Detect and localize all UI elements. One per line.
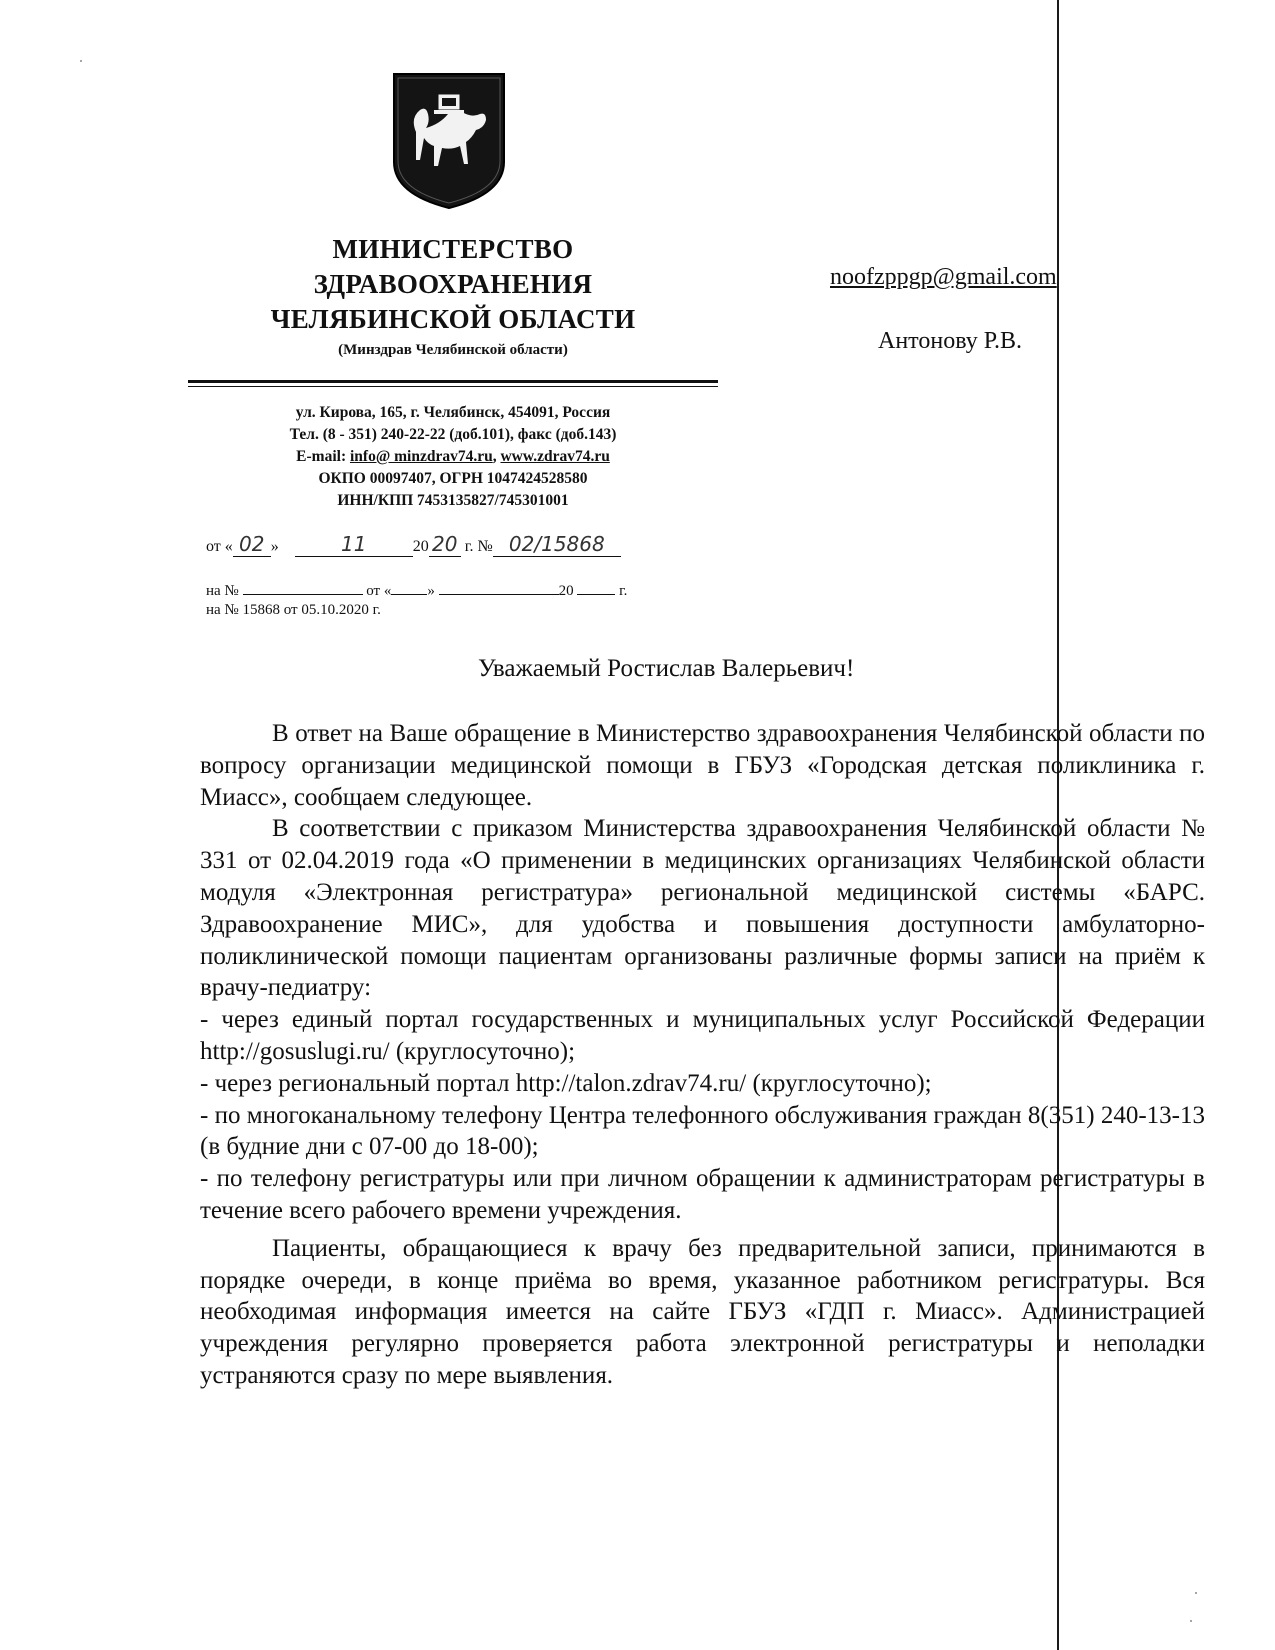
date-day-handwritten: 02 — [233, 532, 271, 557]
scan-speck — [1195, 1592, 1197, 1594]
date-year-prefix: 20 — [412, 538, 429, 555]
reference-no-label: на № — [206, 583, 239, 599]
reference-year-blank — [577, 582, 615, 595]
email-prefix: E-mail: — [296, 448, 350, 465]
reference-line: на № 15868 от 05.10.2020 г. — [206, 602, 381, 618]
date-year-handwritten: 20 — [429, 532, 461, 557]
list-item: - через региональный портал http://talon.zdrav74.ru/ (круглосуточно); — [200, 1069, 932, 1097]
recipient-name: Антонову Р.В. — [878, 328, 1023, 354]
reference-close-quote: » — [427, 583, 435, 599]
coat-of-arms-icon — [390, 70, 508, 210]
reference-date-label: от « — [366, 583, 392, 599]
scan-speck — [80, 60, 82, 62]
ministry-title-line: МИНИСТЕРСТВО — [332, 234, 574, 264]
phone-line: Тел. (8 - 351) 240-22-22 (доб.101), факс (доб.143) — [289, 426, 617, 443]
email-separator: , — [492, 448, 501, 465]
address-line: ул. Кирова, 165, г. Челябинск, 454091, Россия — [295, 404, 611, 421]
ministry-contacts — [188, 402, 718, 512]
reference-number-blank — [243, 582, 363, 595]
recipient-email-link[interactable]: noofzppgp@gmail.com — [830, 264, 1057, 290]
header-divider-thick — [188, 380, 718, 383]
paragraph-walk-in: Пациенты, обращающиеся к врачу без предварительной записи, принимаются в порядке очереди, в конце приёма во время, указанное работником регистратуры. Вся необходимая информация имеется на сайте ГБУЗ «ГДП г. Миасс». Администрацией учреждения регулярно проверяется работа электронной регистратуры и неполадки устраняются сразу по мере выявления. — [200, 1234, 1205, 1389]
paragraph-intro: В ответ на Ваше обращение в Министерство здравоохранения Челябинской области по вопросу организации медицинской помощи в ГБУЗ «Городская детская поликлиника г. Миасс», сообщаем следующее. — [200, 720, 1205, 811]
reference-month-blank — [439, 582, 559, 595]
okpo-line: ОКПО 00097407, ОГРН 1047424528580 — [318, 470, 588, 487]
number-prefix: г. № — [464, 538, 493, 555]
date-month-handwritten: 11 — [295, 532, 413, 557]
letter-body — [200, 718, 1205, 1392]
ministry-website-link[interactable]: www.zdrav74.ru — [500, 448, 610, 465]
ministry-title-line: ЗДРАВООХРАНЕНИЯ — [313, 269, 593, 299]
ministry-email-link[interactable]: info@ minzdrav74.ru — [349, 448, 493, 465]
reference-line-blank — [206, 582, 627, 600]
reference-g-label: г. — [619, 583, 628, 599]
list-item: - по многоканальному телефону Центра телефонного обслуживания граждан 8(351) 240-13-13 (в будние дни с 07-00 до 18-00); — [200, 1101, 1205, 1161]
header-divider-thin — [188, 386, 718, 387]
outgoing-number-handwritten: 02/15868 — [493, 532, 621, 557]
paragraph-order: В соответствии с приказом Министерства здравоохранения Челябинской области № 331 от 02.04.2019 года «О применении в медицинских организациях Челябинской области модуля «Электронная регистратура» региональной медицинской системы «БАРС. Здравоохранение МИС», для удобства и повышения доступности амбулаторно-поликлинической помощи пациентам организованы различные формы записи на приём к врачу-педиатру: — [200, 815, 1205, 1002]
list-item: - по телефону регистратуры или при личном обращении к администраторам регистратуры в течение всего рабочего времени учреждения. — [200, 1165, 1205, 1224]
ministry-short-name: (Минздрав Челябинской области) — [338, 342, 568, 358]
date-close-quote: » — [270, 538, 279, 555]
ministry-title-line: ЧЕЛЯБИНСКОЙ ОБЛАСТИ — [270, 304, 636, 334]
inn-line: ИНН/КПП 7453135827/745301001 — [337, 492, 569, 509]
email-line — [188, 446, 718, 468]
reference-day-blank — [391, 582, 427, 595]
reference-year-prefix: 20 — [558, 583, 574, 599]
salutation: Уважаемый Ростислав Валерьевич! — [478, 655, 855, 682]
ministry-title — [188, 232, 718, 337]
outgoing-date-number — [206, 532, 621, 557]
date-prefix: от « — [206, 538, 233, 555]
scan-speck — [1190, 1620, 1192, 1622]
list-item: - через единый портал государственных и муниципальных услуг Российской Федерации http://gosuslugi.ru/ (круглосуточно); — [200, 1006, 1205, 1065]
